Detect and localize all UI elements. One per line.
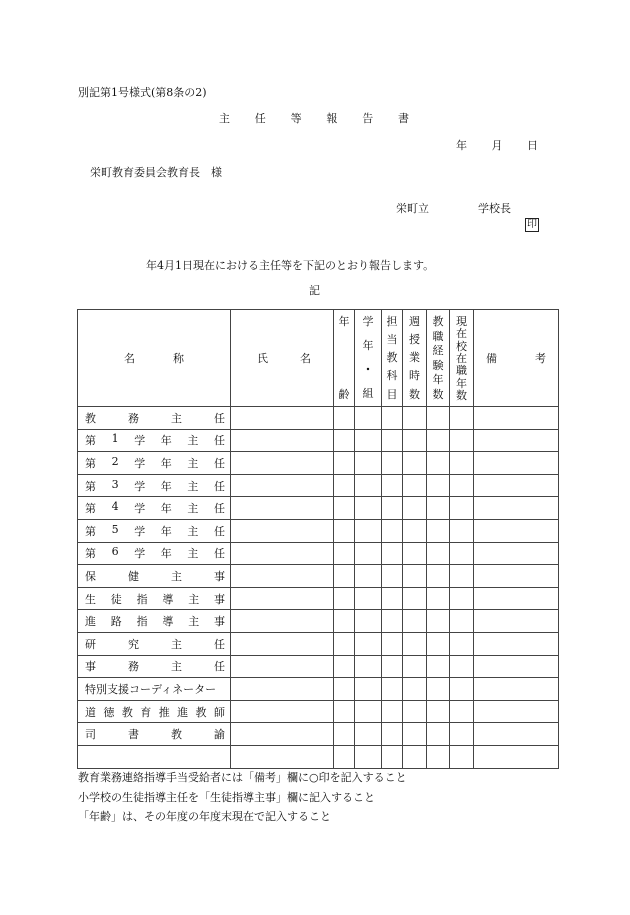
notes-cell[interactable] bbox=[474, 745, 559, 768]
table-row bbox=[78, 519, 559, 542]
table-row bbox=[78, 474, 559, 497]
hours-cell[interactable] bbox=[403, 429, 427, 452]
current-school-cell[interactable] bbox=[450, 632, 474, 655]
title-char: 任 bbox=[254, 112, 266, 125]
subject-cell[interactable] bbox=[382, 587, 403, 610]
experience-cell[interactable] bbox=[427, 655, 450, 678]
current-school-cell[interactable] bbox=[450, 474, 474, 497]
header-hours: 週 授 業 時 数 bbox=[403, 310, 427, 407]
experience-cell[interactable] bbox=[427, 429, 450, 452]
age-cell[interactable] bbox=[334, 497, 355, 520]
experience-cell[interactable] bbox=[427, 700, 450, 723]
experience-cell[interactable] bbox=[427, 723, 450, 746]
header-grade: 学 年 ・ 組 bbox=[355, 310, 382, 407]
date-year: 年 bbox=[456, 139, 467, 152]
current-school-cell[interactable] bbox=[450, 700, 474, 723]
grade-cell[interactable] bbox=[355, 429, 382, 452]
grade-cell[interactable] bbox=[355, 700, 382, 723]
table-row bbox=[78, 655, 559, 678]
subject-cell[interactable] bbox=[382, 519, 403, 542]
title-char: 告 bbox=[362, 112, 374, 125]
header-experience: 教 職 経 験 年 数 bbox=[427, 310, 450, 407]
notes-cell[interactable] bbox=[474, 542, 559, 565]
table-row bbox=[78, 610, 559, 633]
current-school-cell[interactable] bbox=[450, 587, 474, 610]
notes-cell[interactable] bbox=[474, 407, 559, 430]
note-3: 「年齢」は、その年度の年度末現在で記入すること bbox=[78, 810, 331, 823]
experience-cell[interactable] bbox=[427, 519, 450, 542]
age-cell[interactable] bbox=[334, 610, 355, 633]
date-day: 日 bbox=[527, 139, 538, 152]
form-label: 別記第1号様式(第8条の2) bbox=[78, 86, 207, 99]
position-name: 道 徳 教 育 推 進 教 師 bbox=[78, 700, 231, 723]
experience-cell[interactable] bbox=[427, 542, 450, 565]
position-name: 第 3 学 年 主 任 bbox=[78, 474, 231, 497]
title-char: 書 bbox=[397, 112, 409, 125]
title-char: 報 bbox=[326, 112, 338, 125]
notes-cell[interactable] bbox=[474, 565, 559, 588]
grade-cell[interactable] bbox=[355, 452, 382, 475]
hours-cell[interactable] bbox=[403, 452, 427, 475]
table-row bbox=[78, 632, 559, 655]
table-row bbox=[78, 723, 559, 746]
person-name-cell[interactable] bbox=[231, 429, 334, 452]
age-cell[interactable] bbox=[334, 519, 355, 542]
person-name-cell[interactable] bbox=[231, 565, 334, 588]
hours-cell[interactable] bbox=[403, 497, 427, 520]
age-cell[interactable] bbox=[334, 474, 355, 497]
school-prefix: 栄町立 bbox=[396, 202, 429, 215]
header-age: 年 齢 bbox=[334, 310, 355, 407]
experience-cell[interactable] bbox=[427, 632, 450, 655]
header-person: 氏 名 bbox=[231, 310, 334, 407]
experience-cell[interactable] bbox=[427, 565, 450, 588]
hours-cell[interactable] bbox=[403, 407, 427, 430]
position-name: 生 徒 指 導 主 事 bbox=[78, 587, 231, 610]
age-cell[interactable] bbox=[334, 429, 355, 452]
notes-cell[interactable] bbox=[474, 497, 559, 520]
subject-cell[interactable] bbox=[382, 542, 403, 565]
position-name: 司 書 教 諭 bbox=[78, 723, 231, 746]
position-name: 特別支援コーディネーター bbox=[78, 678, 231, 701]
notes-cell[interactable] bbox=[474, 519, 559, 542]
subject-cell[interactable] bbox=[382, 610, 403, 633]
header-notes: 備 考 bbox=[474, 310, 559, 407]
grade-cell[interactable] bbox=[355, 587, 382, 610]
position-name: 第 1 学 年 主 任 bbox=[78, 429, 231, 452]
document-title bbox=[219, 110, 409, 126]
grade-cell[interactable] bbox=[355, 723, 382, 746]
grade-cell[interactable] bbox=[355, 745, 382, 768]
position-name bbox=[78, 745, 231, 768]
notes-cell[interactable] bbox=[474, 655, 559, 678]
current-school-cell[interactable] bbox=[450, 452, 474, 475]
person-name-cell[interactable] bbox=[231, 655, 334, 678]
subject-cell[interactable] bbox=[382, 745, 403, 768]
grade-cell[interactable] bbox=[355, 519, 382, 542]
experience-cell[interactable] bbox=[427, 587, 450, 610]
subject-cell[interactable] bbox=[382, 632, 403, 655]
grade-cell[interactable] bbox=[355, 678, 382, 701]
subject-cell[interactable] bbox=[382, 700, 403, 723]
current-school-cell[interactable] bbox=[450, 678, 474, 701]
grade-cell[interactable] bbox=[355, 474, 382, 497]
experience-cell[interactable] bbox=[427, 474, 450, 497]
age-cell[interactable] bbox=[334, 542, 355, 565]
table-row bbox=[78, 497, 559, 520]
position-name: 教 務 主 任 bbox=[78, 407, 231, 430]
note-1: 教育業務連絡指導手当受給者には「備考」欄に○印を記入すること bbox=[78, 771, 407, 784]
date-month: 月 bbox=[491, 139, 503, 152]
subject-cell[interactable] bbox=[382, 723, 403, 746]
hours-cell[interactable] bbox=[403, 610, 427, 633]
experience-cell[interactable] bbox=[427, 407, 450, 430]
hours-cell[interactable] bbox=[403, 678, 427, 701]
intro-text: 年4月1日現在における主任等を下記のとおり報告します。 bbox=[146, 259, 435, 272]
position-name: 事 務 主 任 bbox=[78, 655, 231, 678]
current-school-cell[interactable] bbox=[450, 565, 474, 588]
grade-cell[interactable] bbox=[355, 632, 382, 655]
person-name-cell[interactable] bbox=[231, 632, 334, 655]
person-name-cell[interactable] bbox=[231, 542, 334, 565]
subject-cell[interactable] bbox=[382, 429, 403, 452]
person-name-cell[interactable] bbox=[231, 745, 334, 768]
person-name-cell[interactable] bbox=[231, 407, 334, 430]
notes-cell[interactable] bbox=[474, 632, 559, 655]
notes-cell[interactable] bbox=[474, 587, 559, 610]
person-name-cell[interactable] bbox=[231, 700, 334, 723]
hours-cell[interactable] bbox=[403, 587, 427, 610]
table-row bbox=[78, 542, 559, 565]
notes-cell[interactable] bbox=[474, 474, 559, 497]
hours-cell[interactable] bbox=[403, 700, 427, 723]
grade-cell[interactable] bbox=[355, 655, 382, 678]
hours-cell[interactable] bbox=[403, 745, 427, 768]
grade-cell[interactable] bbox=[355, 407, 382, 430]
position-name: 第 2 学 年 主 任 bbox=[78, 452, 231, 475]
age-cell[interactable] bbox=[334, 407, 355, 430]
current-school-cell[interactable] bbox=[450, 723, 474, 746]
subject-cell[interactable] bbox=[382, 452, 403, 475]
experience-cell[interactable] bbox=[427, 678, 450, 701]
experience-cell[interactable] bbox=[427, 497, 450, 520]
person-name-cell[interactable] bbox=[231, 610, 334, 633]
age-cell[interactable] bbox=[334, 655, 355, 678]
hours-cell[interactable] bbox=[403, 632, 427, 655]
experience-cell[interactable] bbox=[427, 745, 450, 768]
age-cell[interactable] bbox=[334, 565, 355, 588]
table-row bbox=[78, 565, 559, 588]
age-cell[interactable] bbox=[334, 452, 355, 475]
age-cell[interactable] bbox=[334, 678, 355, 701]
age-cell[interactable] bbox=[334, 723, 355, 746]
notes-cell[interactable] bbox=[474, 429, 559, 452]
position-name: 第 5 学 年 主 任 bbox=[78, 519, 231, 542]
header-current-school: 現 在 校 在 職 年 数 bbox=[450, 310, 474, 407]
person-name-cell[interactable] bbox=[231, 678, 334, 701]
seal-stamp: 印 bbox=[527, 219, 537, 230]
principal-label: 学校長 bbox=[478, 202, 511, 215]
person-name-cell[interactable] bbox=[231, 497, 334, 520]
ki-heading: 記 bbox=[309, 284, 320, 297]
subject-cell[interactable] bbox=[382, 474, 403, 497]
table-row bbox=[78, 452, 559, 475]
hours-cell[interactable] bbox=[403, 519, 427, 542]
person-name-cell[interactable] bbox=[231, 519, 334, 542]
hours-cell[interactable] bbox=[403, 655, 427, 678]
table-row bbox=[78, 700, 559, 723]
current-school-cell[interactable] bbox=[450, 429, 474, 452]
hours-cell[interactable] bbox=[403, 723, 427, 746]
current-school-cell[interactable] bbox=[450, 407, 474, 430]
current-school-cell[interactable] bbox=[450, 519, 474, 542]
hours-cell[interactable] bbox=[403, 565, 427, 588]
table-row bbox=[78, 745, 559, 768]
notes-cell[interactable] bbox=[474, 700, 559, 723]
table-row bbox=[78, 587, 559, 610]
subject-cell[interactable] bbox=[382, 655, 403, 678]
person-name-cell[interactable] bbox=[231, 587, 334, 610]
position-name: 第 6 学 年 主 任 bbox=[78, 542, 231, 565]
date-line bbox=[456, 137, 538, 153]
position-name: 保 健 主 事 bbox=[78, 565, 231, 588]
position-name: 進 路 指 導 主 事 bbox=[78, 610, 231, 633]
hours-cell[interactable] bbox=[403, 474, 427, 497]
addressee: 栄町教育委員会教育長 様 bbox=[90, 166, 222, 179]
current-school-cell[interactable] bbox=[450, 610, 474, 633]
age-cell[interactable] bbox=[334, 587, 355, 610]
title-char: 主 bbox=[219, 112, 230, 125]
table-row bbox=[78, 678, 559, 701]
subject-cell[interactable] bbox=[382, 565, 403, 588]
note-2: 小学校の生徒指導主任を「生徒指導主事」欄に記入すること bbox=[78, 791, 375, 804]
subject-cell[interactable] bbox=[382, 497, 403, 520]
experience-cell[interactable] bbox=[427, 452, 450, 475]
grade-cell[interactable] bbox=[355, 565, 382, 588]
current-school-cell[interactable] bbox=[450, 745, 474, 768]
position-name: 研 究 主 任 bbox=[78, 632, 231, 655]
current-school-cell[interactable] bbox=[450, 542, 474, 565]
report-table bbox=[77, 309, 559, 769]
current-school-cell[interactable] bbox=[450, 497, 474, 520]
person-name-cell[interactable] bbox=[231, 723, 334, 746]
subject-cell[interactable] bbox=[382, 407, 403, 430]
age-cell[interactable] bbox=[334, 745, 355, 768]
position-name: 第 4 学 年 主 任 bbox=[78, 497, 231, 520]
hours-cell[interactable] bbox=[403, 542, 427, 565]
table-row bbox=[78, 407, 559, 430]
grade-cell[interactable] bbox=[355, 497, 382, 520]
header-name: 名 称 bbox=[78, 310, 231, 407]
age-cell[interactable] bbox=[334, 632, 355, 655]
table-row bbox=[78, 429, 559, 452]
title-char: 等 bbox=[290, 112, 302, 125]
experience-cell[interactable] bbox=[427, 610, 450, 633]
header-subject: 担 当 教 科 目 bbox=[382, 310, 403, 407]
grade-cell[interactable] bbox=[355, 542, 382, 565]
notes-cell[interactable] bbox=[474, 610, 559, 633]
age-cell[interactable] bbox=[334, 700, 355, 723]
grade-cell[interactable] bbox=[355, 610, 382, 633]
current-school-cell[interactable] bbox=[450, 655, 474, 678]
notes-cell[interactable] bbox=[474, 678, 559, 701]
person-name-cell[interactable] bbox=[231, 474, 334, 497]
person-name-cell[interactable] bbox=[231, 452, 334, 475]
subject-cell[interactable] bbox=[382, 678, 403, 701]
notes-cell[interactable] bbox=[474, 452, 559, 475]
notes-cell[interactable] bbox=[474, 723, 559, 746]
